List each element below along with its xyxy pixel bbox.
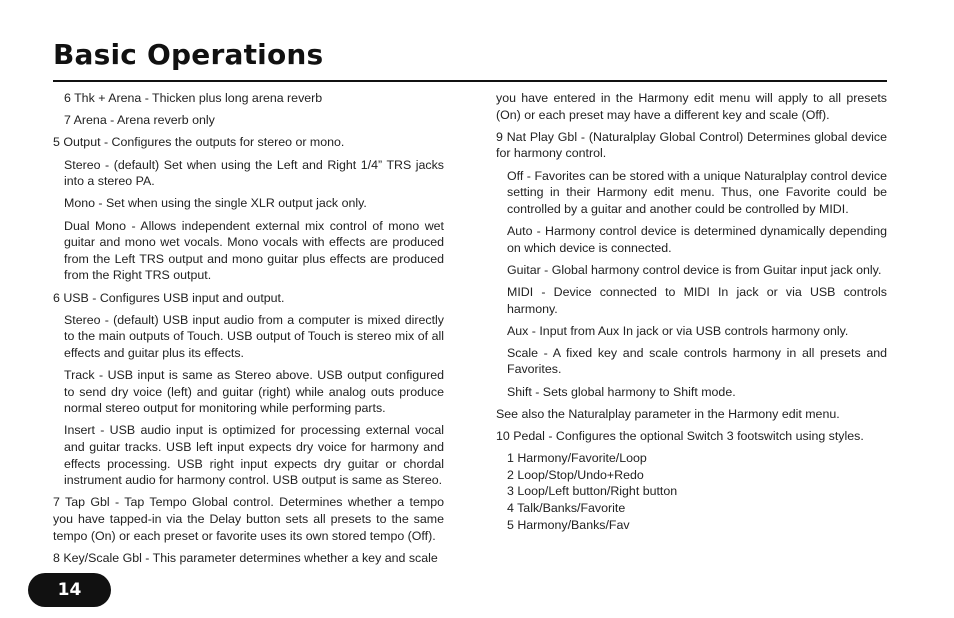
paragraph: Off - Favorites can be stored with a unique Naturalplay control device setting in their Harmony edit menu. Thus, one Favorite could be controlled by a guitar and another could be controlled by MIDI. bbox=[507, 168, 887, 216]
paragraph: Stereo - (default) Set when using the Left and Right 1/4” TRS jacks into a stereo PA. bbox=[64, 157, 444, 189]
paragraph: Track - USB input is same as Stereo above. USB output configured to send dry voice (left) and guitar (right) while analog outs produce normal stereo output for monitoring while performing parts. bbox=[64, 368, 444, 416]
page-number-badge: 14 bbox=[28, 573, 111, 607]
paragraph: Shift - Sets global harmony to Shift mode. bbox=[507, 384, 736, 399]
paragraph: 7 Tap Gbl - Tap Tempo Global control. Determines whether a tempo you have tapped-in via the Delay button sets all presets to the same tempo (On) or each preset or favorite uses its own stored tempo (Off). bbox=[53, 495, 444, 543]
paragraph: Guitar - Global harmony control device is from Guitar input jack only. bbox=[507, 262, 882, 277]
paragraph: Aux - Input from Aux In jack or via USB controls harmony only. bbox=[507, 323, 849, 338]
paragraph: 1 Harmony/Favorite/Loop bbox=[507, 451, 647, 466]
paragraph: Scale - A fixed key and scale controls harmony in all presets and Favorites. bbox=[507, 345, 887, 377]
paragraph: 6 USB - Configures USB input and output. bbox=[53, 290, 285, 305]
paragraph: 9 Nat Play Gbl - (Naturalplay Global Control) Determines global device for harmony control. bbox=[496, 129, 887, 161]
paragraph: See also the Naturalplay parameter in the Harmony edit menu. bbox=[496, 406, 840, 421]
paragraph: 8 Key/Scale Gbl - This parameter determines whether a key and scale bbox=[53, 550, 438, 565]
paragraph: 6 Thk + Arena - Thicken plus long arena reverb bbox=[64, 91, 323, 105]
paragraph: Insert - USB audio input is optimized for processing external vocal and guitar tracks. USB left input expects dry voice for harmony and effects processing. USB right input expects dry guitar or chordal instrument audio for harmony control. USB output is same as Stereo. bbox=[64, 423, 444, 488]
paragraph: 4 Talk/Banks/Favorite bbox=[507, 501, 626, 515]
paragraph: Stereo - (default) USB input audio from a computer is mixed directly to the main outputs of Touch. USB output of Touch is stereo mix of all effects and guitar plus its effects. bbox=[64, 312, 444, 360]
paragraph: 5 Output - Configures the outputs for stereo or mono. bbox=[53, 135, 345, 150]
paragraph: 5 Harmony/Banks/Fav bbox=[507, 517, 630, 532]
paragraph: Auto - Harmony control device is determined dynamically depending on which device is connected. bbox=[507, 223, 887, 255]
paragraph: MIDI - Device connected to MIDI In jack or via USB controls harmony. bbox=[507, 284, 887, 316]
page-title: Basic Operations bbox=[53, 38, 324, 71]
title-rule bbox=[53, 80, 887, 82]
paragraph: Dual Mono - Allows independent external mix control of mono wet guitar and mono wet vocals. Mono vocals with effects are produced from the Left TRS output and mono guitar plus effects are produced from the Right TRS output. bbox=[64, 218, 444, 283]
paragraph: you have entered in the Harmony edit menu will apply to all presets (On) or each preset may have a different key and scale (Off). bbox=[496, 91, 887, 122]
paragraph: 2 Loop/Stop/Undo+Redo bbox=[507, 467, 644, 482]
paragraph: 10 Pedal - Configures the optional Switch 3 footswitch using styles. bbox=[496, 429, 864, 444]
paragraph: 7 Arena - Arena reverb only bbox=[64, 113, 215, 128]
paragraph: Mono - Set when using the single XLR output jack only. bbox=[64, 196, 367, 211]
right-column bbox=[496, 90, 887, 533]
left-column bbox=[53, 90, 444, 572]
paragraph: 3 Loop/Left button/Right button bbox=[507, 484, 678, 499]
